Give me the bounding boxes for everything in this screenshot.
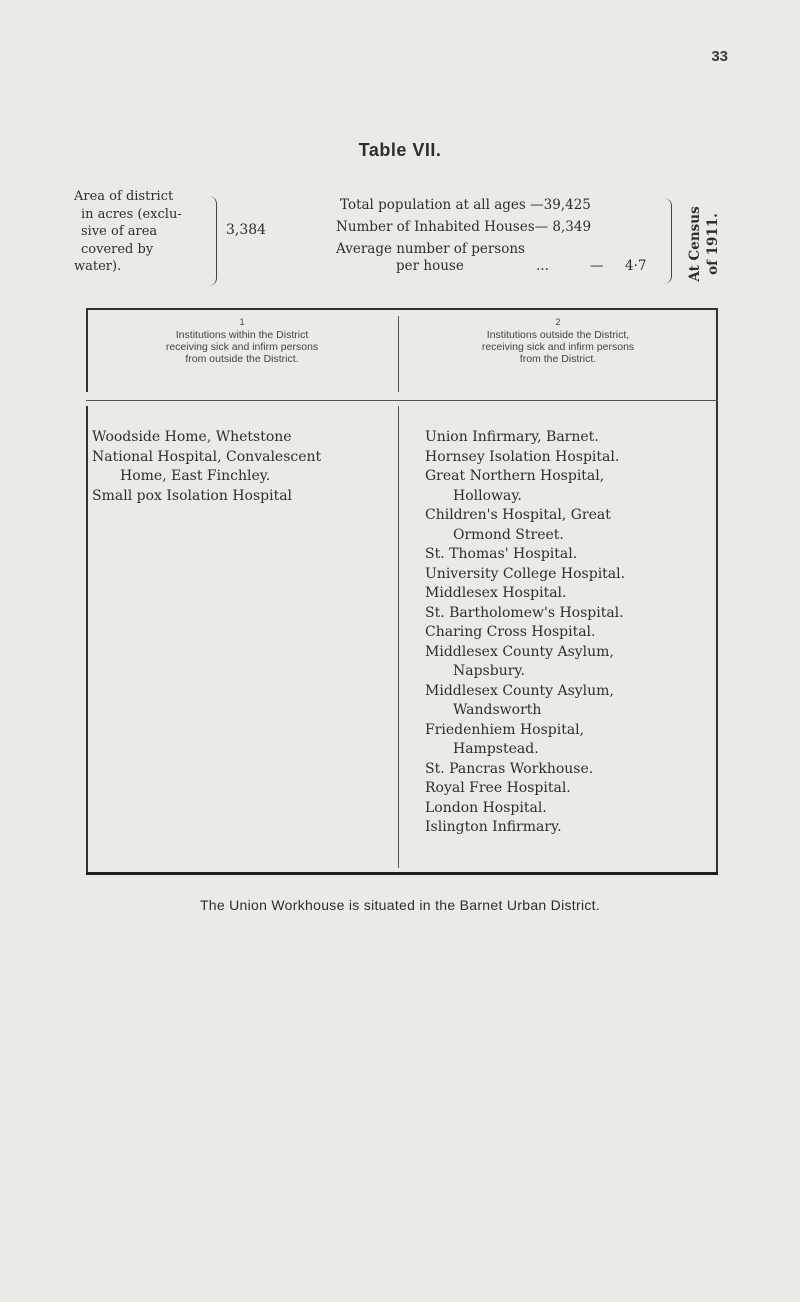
list-item: Royal Free Hospital. bbox=[425, 780, 571, 796]
list-item: St. Bartholomew's Hospital. bbox=[425, 604, 624, 621]
column-1-header bbox=[86, 316, 398, 365]
inhabited-houses: Number of Inhabited Houses— 8,349 bbox=[336, 219, 592, 235]
population-summary bbox=[336, 194, 647, 282]
census-line: of 1911. bbox=[705, 213, 721, 275]
per-house-dots: ... bbox=[536, 258, 549, 274]
column-2-list bbox=[425, 428, 715, 838]
census-line: At Census bbox=[687, 206, 703, 282]
list-item: Middlesex County Asylum, Wandsworth bbox=[425, 682, 614, 718]
total-population: Total population at all ages —39,425 bbox=[340, 197, 591, 213]
area-brace bbox=[208, 196, 217, 286]
census-note bbox=[680, 194, 728, 294]
list-item: Great Northern Hospital, Holloway. bbox=[425, 468, 605, 504]
list-item: Small pox Isolation Hospital bbox=[92, 487, 293, 504]
list-item: National Hospital, Convalescent Home, East Finchley. bbox=[92, 448, 322, 484]
list-item: St. Thomas' Hospital. bbox=[425, 546, 578, 562]
column-divider bbox=[398, 406, 399, 868]
column-1-header-line: Institutions within the District bbox=[175, 329, 309, 341]
list-item: St. Pancras Workhouse. bbox=[425, 760, 594, 777]
list-item: Middlesex County Asylum, Napsbury. bbox=[425, 643, 614, 679]
list-item: Friedenhiem Hospital, Hampstead. bbox=[425, 721, 585, 757]
page-number: 33 bbox=[711, 48, 728, 65]
list-item: Middlesex Hospital. bbox=[425, 585, 567, 601]
table-border-right bbox=[716, 310, 718, 872]
area-line: in acres (exclu- bbox=[81, 206, 182, 222]
list-item: Islington Infirmary. bbox=[425, 819, 562, 835]
column-1-list bbox=[92, 428, 392, 506]
area-line: water). bbox=[74, 259, 122, 274]
list-item: Charing Cross Hospital. bbox=[425, 624, 596, 640]
area-line: covered by bbox=[81, 241, 154, 257]
list-item: Children's Hospital, Great Ormond Street. bbox=[425, 507, 611, 543]
list-item: London Hospital. bbox=[425, 799, 547, 816]
list-item: University College Hospital. bbox=[425, 565, 626, 582]
average-persons-label: Average number of persons bbox=[336, 241, 525, 257]
footnote: The Union Workhouse is situated in the Barnet Urban District. bbox=[199, 897, 601, 913]
per-house-label: per house bbox=[396, 258, 464, 274]
column-1-number: 1 bbox=[239, 317, 245, 327]
list-item: Union Infirmary, Barnet. bbox=[425, 429, 599, 445]
institutions-table bbox=[86, 308, 718, 875]
column-1-header-line: receiving sick and infirm persons bbox=[165, 341, 319, 353]
per-house-dash: — bbox=[590, 258, 604, 274]
column-2-header-line: receiving sick and infirm persons bbox=[481, 341, 635, 353]
per-house-value: 4·7 bbox=[625, 258, 647, 274]
area-value: 3,384 bbox=[226, 222, 267, 238]
header-rule bbox=[86, 400, 718, 401]
area-line: Area of district bbox=[74, 189, 174, 204]
census-brace bbox=[664, 198, 672, 284]
list-item: Hornsey Isolation Hospital. bbox=[425, 448, 620, 465]
area-description bbox=[74, 188, 182, 276]
column-2-header bbox=[398, 316, 718, 365]
area-line: sive of area bbox=[81, 224, 158, 239]
column-2-number: 2 bbox=[555, 317, 561, 327]
table-border-left bbox=[86, 406, 88, 872]
column-1-header-line: from outside the District. bbox=[185, 353, 299, 365]
column-2-header-line: Institutions outside the District, bbox=[486, 329, 630, 341]
column-2-header-line: from the District. bbox=[519, 353, 597, 365]
table-title: Table VII. bbox=[358, 140, 442, 160]
list-item: Woodside Home, Whetstone bbox=[92, 429, 292, 445]
average-persons-row bbox=[340, 255, 647, 277]
